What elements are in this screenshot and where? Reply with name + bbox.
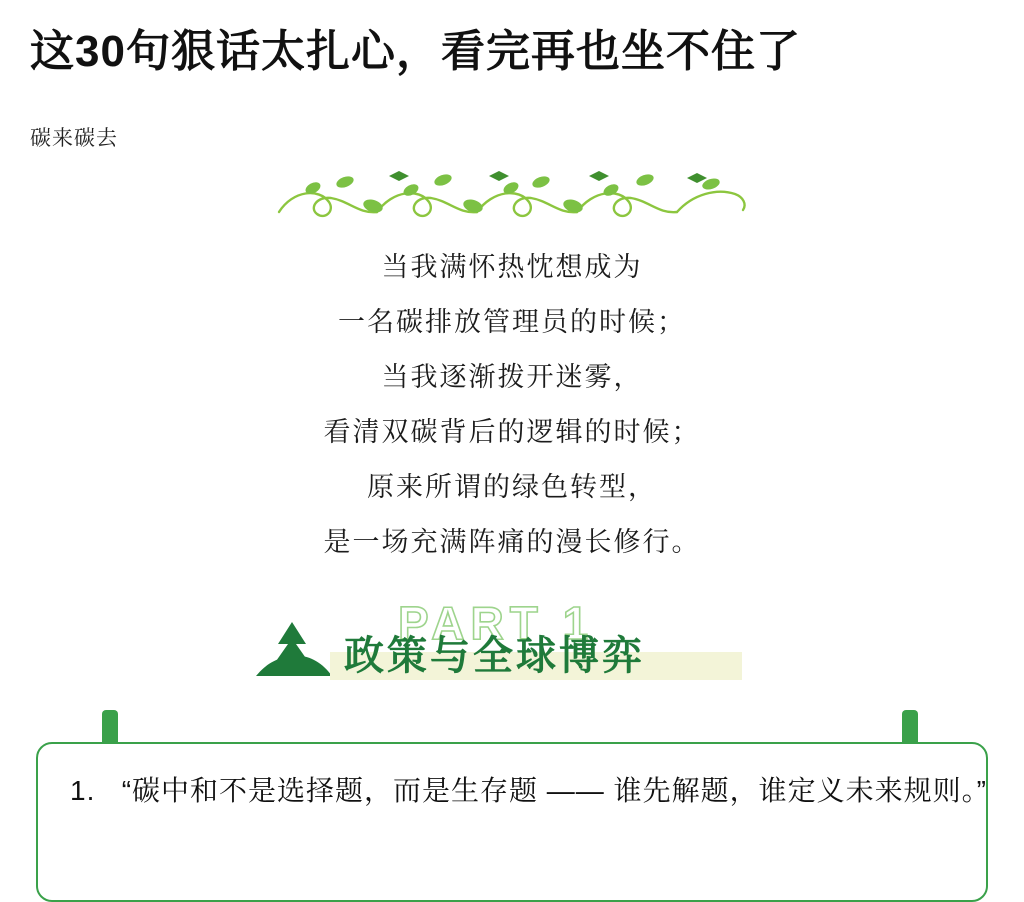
poem-line: 当我逐渐拨开迷雾，	[381, 362, 643, 392]
pine-tree-icon	[252, 618, 336, 680]
section-title: 政策与全球博弈	[344, 634, 645, 678]
card-clip-right	[902, 710, 918, 746]
card-clip-left	[102, 710, 118, 746]
poem-block	[0, 240, 1024, 570]
poem-line: 一名碳排放管理员的时候；	[338, 307, 686, 337]
page-title: 这30句狠话太扎心，看完再也坐不住了	[30, 27, 801, 76]
poem-line: 看清双碳背后的逻辑的时候；	[323, 417, 701, 447]
quote-text	[70, 766, 990, 816]
author-name: 碳来碳去	[30, 127, 118, 150]
quote-number: 1.	[70, 775, 96, 806]
quote-body: “碳中和不是选择题，而是生存题 —— 谁先解题，谁定义未来规则。”	[121, 775, 987, 806]
section-heading	[0, 596, 1024, 696]
poem-line: 原来所谓的绿色转型，	[367, 472, 657, 502]
part-number-ghost: PART 1	[398, 597, 595, 649]
leafy-vine-divider	[273, 168, 755, 226]
poem-line: 是一场充满阵痛的漫长修行。	[323, 527, 701, 557]
poem-line: 当我满怀热忱想成为	[381, 252, 643, 282]
